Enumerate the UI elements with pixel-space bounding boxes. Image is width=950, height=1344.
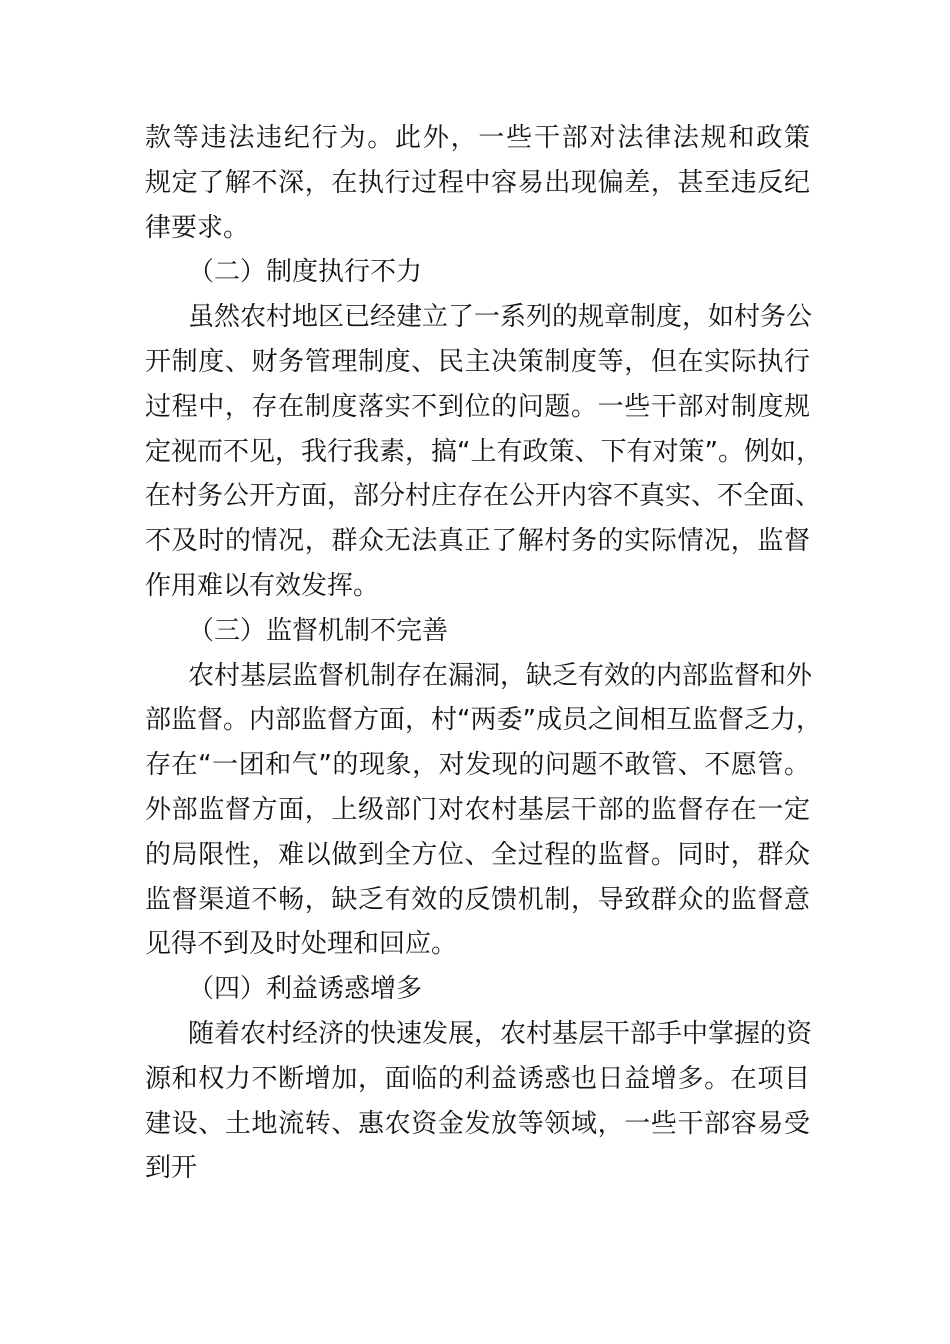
- paragraph: [145, 1012, 813, 1191]
- text-line: 款等违法违纪行为。此外，一些干部对法律法规和政策: [145, 123, 810, 153]
- paragraph: [145, 116, 810, 250]
- section-heading: [145, 250, 810, 295]
- text-line: 农村基层监督机制存在漏洞，缺乏有效的内部监督和外: [188, 660, 813, 691]
- text-line: 见得不到及时处理和回应。: [145, 929, 458, 960]
- paragraph: [145, 295, 822, 609]
- text-line: 律要求。: [145, 212, 250, 243]
- text-line: 作用难以有效发挥。: [145, 570, 380, 601]
- text-line: 源和权力不断增加，面临的利益诱惑也日益增多。在项目: [145, 1063, 810, 1094]
- paragraph: [145, 654, 822, 968]
- document-body: [145, 116, 822, 1191]
- text-line: 到开: [145, 1153, 198, 1184]
- text-line: 在村务公开方面，部分村庄存在公开内容不真实、不全面、: [145, 481, 822, 512]
- heading-text: （四）利益诱惑增多: [188, 974, 423, 1005]
- text-line: 存在“一团和气”的现象，对发现的问题不敢管、不愿管。: [145, 750, 810, 781]
- text-line: 外部监督方面，上级部门对农村基层干部的监督存在一定: [145, 794, 810, 825]
- text-line: 不及时的情况，群众无法真正了解村务的实际情况，监督: [145, 526, 810, 557]
- text-line: 随着农村经济的快速发展，农村基层干部手中掌握的资: [188, 1018, 813, 1049]
- text-line: 部监督。内部监督方面，村“两委”成员之间相互监督乏力，: [145, 705, 822, 736]
- section-heading: [145, 967, 810, 1012]
- text-line: 开制度、财务管理制度、民主决策制度等，但在实际执行: [145, 346, 810, 377]
- text-line: 的局限性，难以做到全方位、全过程的监督。同时，群众: [145, 839, 810, 870]
- text-line: 定视而不见，我行我素，搞“上有政策、下有对策”。例如，: [145, 436, 822, 467]
- heading-text: （二）制度执行不力: [188, 257, 423, 288]
- text-line: 规定了解不深，在执行过程中容易出现偏差，甚至违反纪: [145, 167, 810, 198]
- heading-text: （三）监督机制不完善: [188, 615, 449, 646]
- section-heading: [145, 609, 810, 654]
- text-line: 监督渠道不畅，缺乏有效的反馈机制，导致群众的监督意: [145, 884, 810, 915]
- text-line: 虽然农村地区已经建立了一系列的规章制度，如村务公: [188, 302, 813, 333]
- text-line: 建设、土地流转、惠农资金发放等领域，一些干部容易受: [145, 1108, 810, 1139]
- text-line: 过程中，存在制度落实不到位的问题。一些干部对制度规: [145, 391, 810, 422]
